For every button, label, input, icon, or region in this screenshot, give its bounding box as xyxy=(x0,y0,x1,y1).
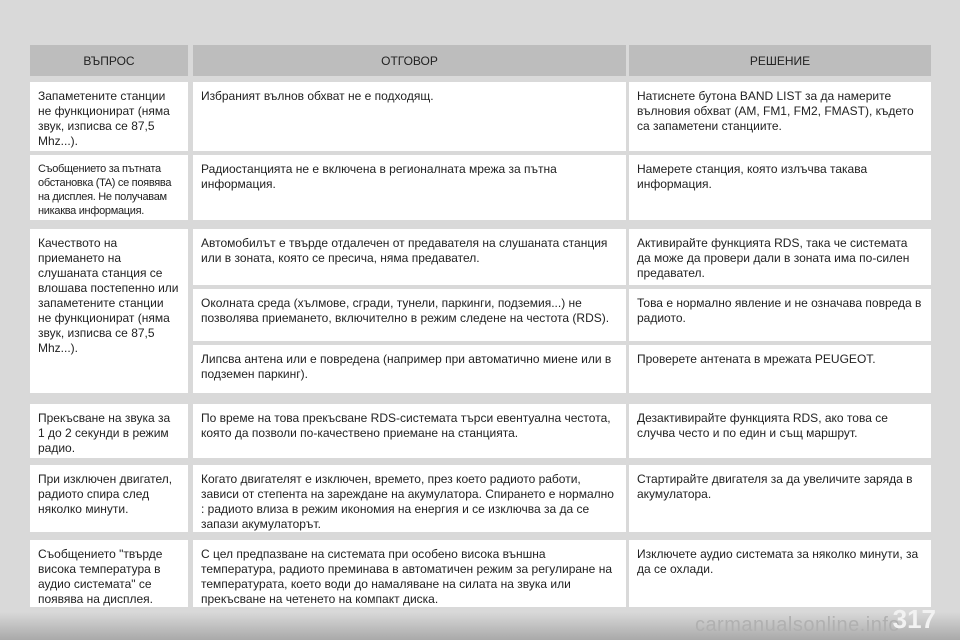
solution-cell: Проверете антената в мрежата PEUGEOT. xyxy=(629,345,931,393)
question-cell: Качеството на приемането на слушаната станция се влошава постепенно или запаметените станции не функционират (няма звук, изписва се 87,5 Mhz...). xyxy=(30,229,188,393)
answer-cell: Липсва антена или е повредена (например при автоматично миене или в подземен паркинг). xyxy=(193,345,626,393)
question-cell: Прекъсване на звука за 1 до 2 секунди в режим радио. xyxy=(30,404,188,458)
answer-cell: Когато двигателят е изключен, времето, през което радиото работи, зависи от степента на зареждане на акумулатора. Спирането е нормално : радиото влиза в режим икономия на енергия и се изключва за да се запази акумулаторът. xyxy=(193,465,626,532)
answer-cell: Околната среда (хълмове, сгради, тунели, паркинги, подземия...) не позволява приемането, включително в режим следене на честота (RDS). xyxy=(193,289,626,341)
table-header-answer: ОТГОВОР xyxy=(193,45,626,76)
solution-cell: Активирайте функцията RDS, така че системата да може да провери дали в зоната има по-силен предавател. xyxy=(629,229,931,285)
answer-cell: С цел предпазване на системата при особено висока външна температура, радиото преминава в автоматичен режим за регулиране на температурата, което води до намаляване на силата на звука или прекъсване на четенето на компакт диска. xyxy=(193,540,626,607)
answer-cell: По време на това прекъсване RDS-системата търси евентуална честота, която да позволи по-качествено приемане на станцията. xyxy=(193,404,626,458)
solution-cell: Натиснете бутона BAND LIST за да намерите вълновия обхват (AM, FM1, FM2, FMAST), където са запаметени станциите. xyxy=(629,82,931,151)
question-cell: Запаметените станции не функционират (няма звук, изписва се 87,5 Mhz...). xyxy=(30,82,188,151)
solution-cell: Дезактивирайте функцията RDS, ако това се случва често и по един и същ маршрут. xyxy=(629,404,931,458)
page-number: 317 xyxy=(892,604,936,634)
question-cell: При изключен двигател, радиото спира след няколко минути. xyxy=(30,465,188,532)
table-header-question: ВЪПРОС xyxy=(30,45,188,76)
solution-cell: Стартирайте двигателя за да увеличите заряда в акумулатора. xyxy=(629,465,931,532)
question-cell: Съобщението за пътната обстановка (TA) се появява на дисплея. Не получавам никаква информация. xyxy=(30,155,188,220)
solution-cell: Това е нормално явление и не означава повреда в радиото. xyxy=(629,289,931,341)
table-header-solution: РЕШЕНИЕ xyxy=(629,45,931,76)
question-cell: Съобщението "твърде висока температура в аудио системата" се появява на дисплея. xyxy=(30,540,188,607)
solution-cell: Намерете станция, която излъчва такава информация. xyxy=(629,155,931,220)
solution-cell: Изключете аудио системата за няколко минути, за да се охлади. xyxy=(629,540,931,607)
answer-cell: Радиостанцията не е включена в регионалната мрежа за пътна информация. xyxy=(193,155,626,220)
answer-cell: Избраният вълнов обхват не е подходящ. xyxy=(193,82,626,151)
answer-cell: Автомобилът е твърде отдалечен от предавателя на слушаната станция или в зоната, която се пресича, няма предавател. xyxy=(193,229,626,285)
watermark: carmanualsonline.info xyxy=(694,614,900,636)
